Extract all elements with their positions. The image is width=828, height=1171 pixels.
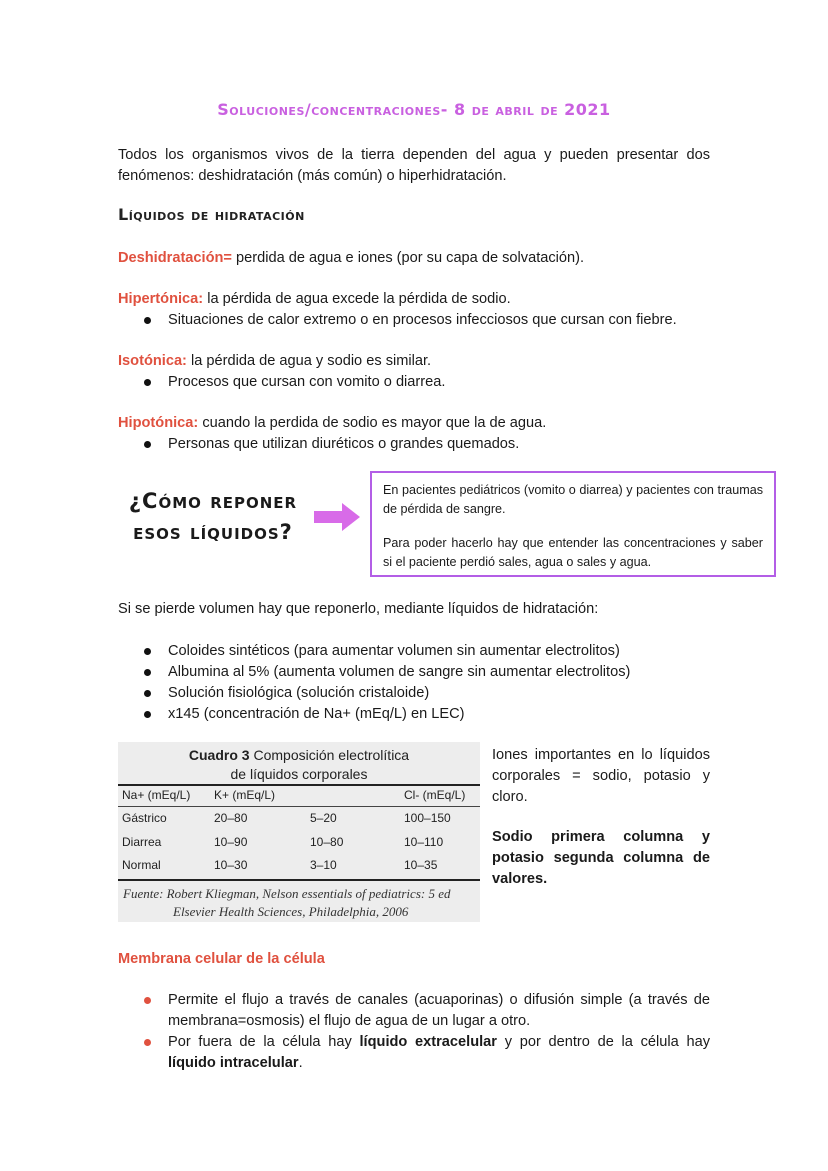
table-cell: Diarrea: [122, 835, 162, 849]
list-item: [118, 683, 710, 704]
table-title-line2: de líquidos corporales: [230, 766, 368, 782]
list-item: [118, 704, 710, 725]
intracellular-term: líquido intracelular: [168, 1055, 299, 1071]
isotonic-term: Isotónica:: [118, 353, 187, 369]
list-item: [118, 990, 710, 1032]
membrane-list: [118, 990, 710, 1074]
table-title-rest: Composición electrolítica: [249, 747, 410, 763]
table-header-cell: Na+ (mEq/L): [122, 788, 191, 802]
hypertonic-list: [118, 310, 710, 331]
hypotonic-list: [118, 434, 710, 455]
page-title: Soluciones/concentraciones- 8 de abril de 2021: [217, 100, 611, 119]
list-item-text: x145 (concentración de Na+ (mEq/L) en LEC): [168, 706, 465, 722]
list-item-text: Coloides sintéticos (para aumentar volumen sin aumentar electrolitos): [168, 643, 620, 659]
callout-heading-line2: esos líquidos?: [133, 520, 293, 544]
bullet-dot-icon: [144, 997, 151, 1004]
list-item-text: Permite el flujo a través de canales (acuaporinas) o difusión simple (a través de membrana=osmosis) el flujo de agua de un lugar a otro.: [168, 992, 710, 1029]
dehydration-term: Deshidratación=: [118, 250, 232, 266]
table-cell: 100–150: [404, 811, 451, 825]
replace-list: [118, 641, 710, 725]
hypertonic-text: la pérdida de agua excede la pérdida de sodio.: [203, 291, 511, 307]
bullet-dot-icon: [144, 1039, 151, 1046]
callout-heading-line1: ¿Cómo reponer: [128, 489, 298, 513]
bullet-dot-icon: [144, 669, 151, 676]
table-source-line2: Elsevier Health Sciences, Philadelphia, 2006: [173, 904, 409, 919]
list-item-text: Personas que utilizan diuréticos o grandes quemados.: [168, 436, 520, 452]
list-item: [118, 372, 710, 393]
membrane-heading: [118, 949, 710, 970]
callout-box: [370, 471, 776, 577]
hypertonic-term: Hipertónica:: [118, 291, 204, 307]
table-title-bold: Cuadro 3: [188, 747, 250, 763]
list-item: [118, 662, 710, 683]
bullet-dot-icon: [144, 441, 151, 448]
section-heading: Líquidos de hidratación: [118, 205, 305, 224]
table-cell: 10–110: [404, 835, 444, 849]
list-item-text: Albumina al 5% (aumenta volumen de sangre sin aumentar electrolitos): [168, 664, 631, 680]
columns-note: Sodio primera columna y potasio segunda columna de valores.: [492, 829, 710, 887]
right-arrow-icon: [314, 503, 362, 531]
dehydration-text: perdida de agua e iones (por su capa de solvatación).: [231, 250, 585, 266]
list-item: [118, 434, 710, 455]
callout-text-1: En pacientes pediátricos (vomito o diarrea) y pacientes con traumas de pérdida de sangre.: [383, 483, 763, 516]
table-cell: Gástrico: [122, 811, 167, 825]
table-cell: 10–30: [214, 858, 248, 872]
table-rule-top: [118, 784, 480, 786]
hypertonic-definition: [118, 289, 710, 310]
table-rule-bottom: [118, 879, 480, 881]
table-header-cell: K+ (mEq/L): [214, 788, 276, 802]
list-item-text: Por fuera de la célula hay líquido extracelular y por dentro de la célula hay líquido intracelular.: [168, 1034, 710, 1071]
list-item: [118, 641, 710, 662]
extracellular-term: líquido extracelular: [359, 1034, 497, 1050]
isotonic-list: [118, 372, 710, 393]
bullet-dot-icon: [144, 711, 151, 718]
list-item: [118, 310, 710, 331]
intro-paragraph: Todos los organismos vivos de la tierra dependen del agua y pueden presentar dos fenómenos: deshidratación (más común) o hiperhidratación.: [118, 147, 710, 184]
table-cell: 10–80: [310, 835, 344, 849]
ions-note: Iones importantes en lo líquidos corporales = sodio, potasio y cloro.: [492, 747, 710, 805]
bullet-dot-icon: [144, 648, 151, 655]
hypotonic-definition: [118, 413, 710, 434]
bullet-dot-icon: [144, 317, 151, 324]
table-cell: 3–10: [310, 858, 337, 872]
table-cell: 10–35: [404, 858, 438, 872]
membrane-heading-text: Membrana celular de la célula: [118, 951, 325, 967]
table-cell: 10–90: [214, 835, 248, 849]
hypotonic-term: Hipotónica:: [118, 415, 199, 431]
table-cell: 20–80: [214, 811, 248, 825]
table-rule-header: [118, 806, 480, 807]
isotonic-text: la pérdida de agua y sodio es similar.: [186, 353, 432, 369]
bullet-dot-icon: [144, 690, 151, 697]
list-item: [118, 1032, 710, 1074]
table-header-cell: Cl- (mEq/L): [404, 788, 466, 802]
table-cell: Normal: [122, 858, 161, 872]
table-source: [123, 885, 480, 921]
list-item-text: Situaciones de calor extremo o en procesos infecciosos que cursan con fiebre.: [168, 312, 677, 328]
list-item-text: Procesos que cursan con vomito o diarrea.: [168, 374, 446, 390]
hypotonic-text: cuando la perdida de sodio es mayor que la de agua.: [198, 415, 547, 431]
table-source-line1: Fuente: Robert Kliegman, Nelson essentials of pediatrics: 5 ed: [123, 886, 451, 901]
bullet-dot-icon: [144, 379, 151, 386]
callout-heading: [118, 486, 308, 548]
replace-intro: Si se pierde volumen hay que reponerlo, mediante líquidos de hidratación:: [118, 601, 599, 617]
isotonic-definition: [118, 351, 710, 372]
table-cell: 5–20: [310, 811, 337, 825]
electrolyte-table: [118, 742, 480, 922]
dehydration-definition: [118, 248, 710, 269]
callout-text-2: Para poder hacerlo hay que entender las concentraciones y saber si el paciente perdió sales, agua o sales y agua.: [383, 536, 763, 569]
list-item-text: Solución fisiológica (solución cristaloide): [168, 685, 430, 701]
table-title: [118, 746, 480, 784]
